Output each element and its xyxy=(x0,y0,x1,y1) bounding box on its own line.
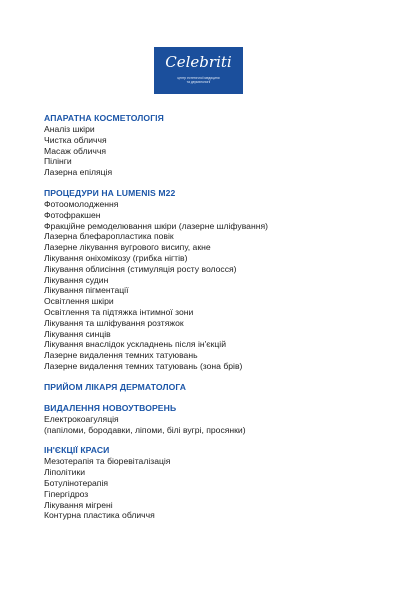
service-item: Фотофракшен xyxy=(44,209,101,220)
service-item: Аналіз шкіри xyxy=(44,124,95,134)
service-item: Гіпергідроз xyxy=(44,488,89,499)
service-section xyxy=(44,113,384,178)
service-section xyxy=(44,445,384,521)
logo-wordmark: Celebriti xyxy=(165,53,232,71)
service-item: Масаж обличчя xyxy=(44,145,106,156)
logo xyxy=(154,47,243,94)
section-title: ПРИЙОМ ЛІКАРЯ ДЕРМАТОЛОГА xyxy=(44,381,187,392)
service-item: Ботулінотерапія xyxy=(44,477,109,488)
service-item: Лікування та шліфування розтяжок xyxy=(44,317,184,328)
service-item: Лікування пігментації xyxy=(44,285,129,296)
service-item: Ліполітики xyxy=(44,467,86,478)
service-item: Лікування судин xyxy=(44,274,109,285)
services-list xyxy=(44,113,384,531)
service-item: Лікування оніхомікозу (грибка нігтів) xyxy=(44,252,188,263)
service-item: Освітлення та підтяжка інтимної зони xyxy=(44,306,194,317)
service-item: Фракційне ремоделювання шкіри (лазерне шліфування) xyxy=(44,220,268,231)
service-item: Лікування мігрені xyxy=(44,499,113,510)
service-item: Мезотерапія та біоревіталізація xyxy=(44,456,171,467)
section-title: ПРОЦЕДУРИ НА LUMENIS M22 xyxy=(44,187,176,198)
service-item: Електрокоагуляція xyxy=(44,413,119,424)
service-item: Освітлення шкіри xyxy=(44,296,114,307)
service-item: Лазерне видалення темних татуювань (зона брів) xyxy=(44,360,243,371)
service-item: Лікування внаслідок ускладнень після ін'єкцій xyxy=(44,339,227,350)
service-item: Контурна пластика обличчя xyxy=(44,510,155,521)
service-item: Лазерне видалення темних татуювань xyxy=(44,350,198,361)
service-item: Пілінги xyxy=(44,156,72,167)
logo-tagline-line1: центр естетичної медицини xyxy=(177,76,220,80)
service-item: (папіломи, бородавки, ліпоми, білі вугрі, просянки) xyxy=(44,424,246,435)
service-section xyxy=(44,403,384,436)
section-title: ІН'ЄКЦІЇ КРАСИ xyxy=(44,445,110,456)
section-title: АПАРАТНА КОСМЕТОЛОГІЯ xyxy=(44,113,164,123)
service-item: Фотоомолодження xyxy=(44,198,119,209)
service-item: Лазерне лікування вугрового висипу, акне xyxy=(44,242,211,253)
service-item: Лазерна блефаропластика повік xyxy=(44,231,174,242)
service-section xyxy=(44,188,384,372)
logo-tagline xyxy=(154,76,243,84)
service-item: Лікування синців xyxy=(44,328,111,339)
logo-tagline-line2: та дерматології xyxy=(186,80,211,84)
section-title: ВИДАЛЕННЯ НОВОУТВОРЕНЬ xyxy=(44,402,177,413)
service-item: Лікування облисіння (стимуляція росту волосся) xyxy=(44,263,237,274)
service-item: Лазерна епіляція xyxy=(44,167,113,178)
service-section xyxy=(44,382,384,393)
service-item: Чистка обличчя xyxy=(44,134,107,145)
